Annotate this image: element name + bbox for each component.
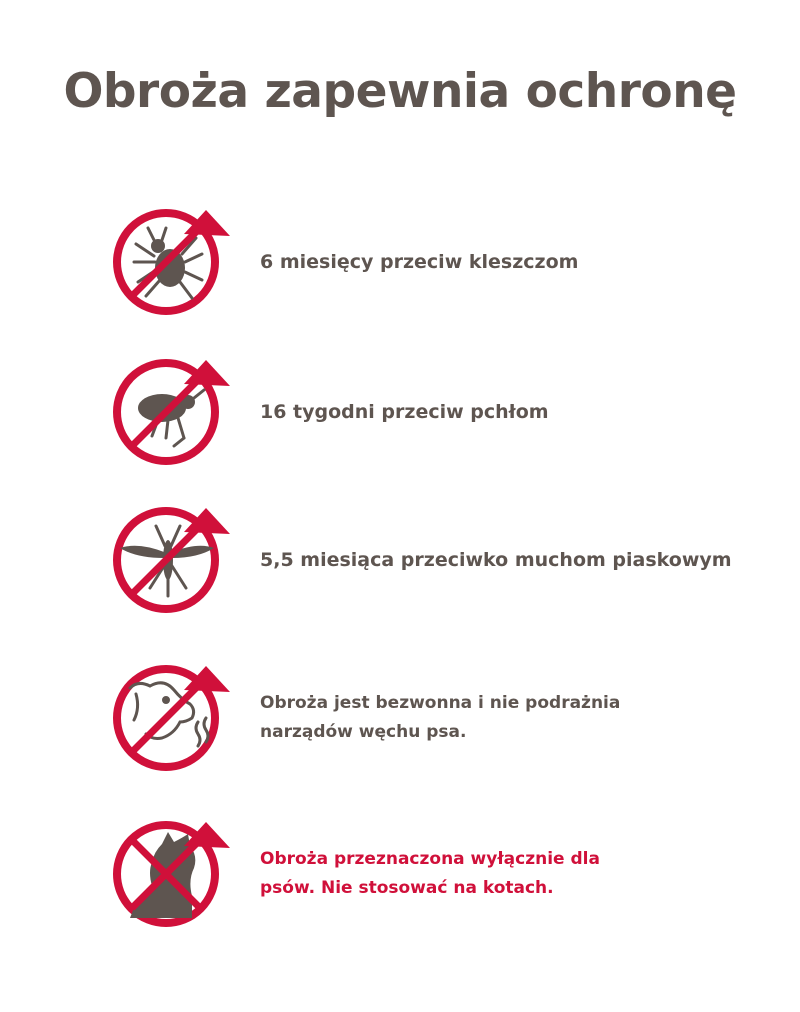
feature-item	[108, 502, 768, 618]
feature-text: 16 tygodni przeciw pchłom	[260, 401, 549, 423]
tick-icon	[108, 204, 238, 320]
feature-item	[108, 660, 768, 776]
sandfly-icon	[108, 502, 238, 618]
page-title: Obroża zapewnia ochronę	[63, 64, 737, 119]
feature-text-line: Obroża przeznaczona wyłącznie dla	[260, 849, 600, 869]
odorless-dog-icon	[108, 660, 238, 776]
feature-item	[108, 816, 768, 932]
feature-item	[108, 354, 768, 470]
feature-text-line: psów. Nie stosować na kotach.	[260, 878, 554, 898]
feature-text: 6 miesięcy przeciw kleszczom	[260, 251, 579, 273]
no-cat-icon	[108, 816, 238, 932]
feature-item	[108, 204, 768, 320]
flea-icon	[108, 354, 238, 470]
feature-text-line: Obroża jest bezwonna i nie podrażnia	[260, 693, 621, 713]
feature-text-line: narządów węchu psa.	[260, 722, 467, 742]
feature-text: 5,5 miesiąca przeciwko muchom piaskowym	[260, 549, 732, 571]
